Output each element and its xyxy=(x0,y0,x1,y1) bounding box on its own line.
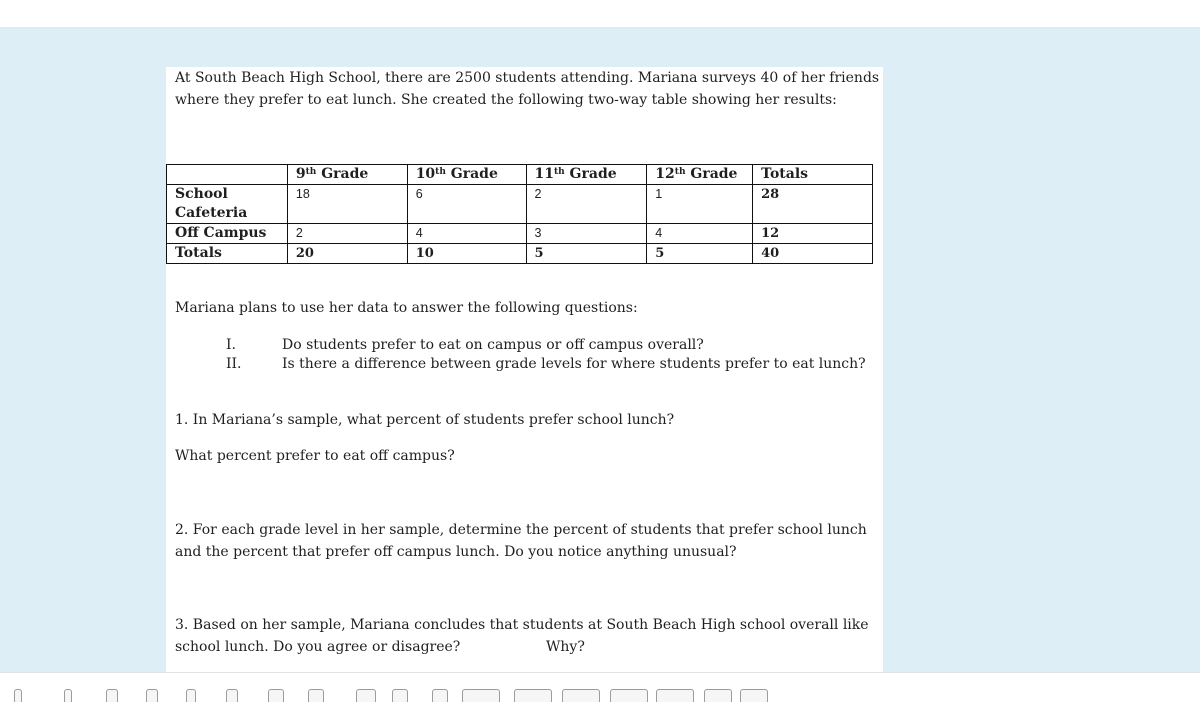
row-label-totals: Totals xyxy=(167,244,288,264)
document-page xyxy=(166,67,883,675)
toolbar-button[interactable] xyxy=(704,689,732,702)
toolbar-button[interactable] xyxy=(740,689,768,702)
question-3-line-1: 3. Based on her sample, Mariana concludes that students at South Beach High school overall like xyxy=(175,617,869,633)
toolbar-button[interactable] xyxy=(462,689,500,702)
toolbar-button[interactable] xyxy=(656,689,694,702)
table-cell-total: 40 xyxy=(753,244,873,264)
table-header-blank xyxy=(167,165,288,185)
row-label-off-campus: Off Campus xyxy=(167,224,288,244)
bottom-toolbar xyxy=(0,672,1200,701)
table-row xyxy=(167,185,873,224)
toolbar-button[interactable] xyxy=(392,689,408,702)
toolbar-button[interactable] xyxy=(64,689,72,702)
toolbar-button[interactable] xyxy=(308,689,324,702)
toolbar-button[interactable] xyxy=(514,689,552,702)
question-list xyxy=(226,336,866,374)
table-cell: 4 xyxy=(407,224,526,244)
table-cell: 1 xyxy=(647,185,753,224)
question-2-line-1: 2. For each grade level in her sample, determine the percent of students that prefer school lunch xyxy=(175,522,867,538)
table-header-12th: 12th Grade xyxy=(647,165,753,185)
question-number: II. xyxy=(226,356,242,372)
table-cell: 4 xyxy=(647,224,753,244)
list-item xyxy=(226,336,866,355)
table-cell: 2 xyxy=(526,185,647,224)
toolbar-button[interactable] xyxy=(610,689,648,702)
intro-line-2: where they prefer to eat lunch. She created the following two-way table showing her results: xyxy=(175,92,837,108)
toolbar-button[interactable] xyxy=(356,689,376,702)
table-header-9th: 9th Grade xyxy=(287,165,407,185)
question-3-line-2: school lunch. Do you agree or disagree? xyxy=(175,639,461,655)
viewer-background xyxy=(0,27,1200,672)
two-way-table xyxy=(166,164,873,264)
table-header-10th: 10th Grade xyxy=(407,165,526,185)
table-header-row xyxy=(167,165,873,185)
question-1-line-1: 1. In Mariana’s sample, what percent of students prefer school lunch? xyxy=(175,412,675,428)
question-2-line-2: and the percent that prefer off campus lunch. Do you notice anything unusual? xyxy=(175,544,737,560)
toolbar-button[interactable] xyxy=(432,689,448,702)
intro-paragraph xyxy=(175,67,879,111)
table-header-totals: Totals xyxy=(753,165,873,185)
table-cell: 10 xyxy=(407,244,526,264)
toolbar-button[interactable] xyxy=(106,689,118,702)
table-cell: 5 xyxy=(647,244,753,264)
table-cell: 6 xyxy=(407,185,526,224)
question-3-why: Why? xyxy=(546,639,585,655)
toolbar-button[interactable] xyxy=(186,689,196,702)
plan-text: Mariana plans to use her data to answer the following questions: xyxy=(175,300,638,316)
table-row xyxy=(167,224,873,244)
table-header-11th: 11th Grade xyxy=(526,165,647,185)
table-cell: 20 xyxy=(287,244,407,264)
toolbar-button[interactable] xyxy=(14,689,22,702)
toolbar-button[interactable] xyxy=(226,689,238,702)
list-item xyxy=(226,355,866,374)
toolbar-button[interactable] xyxy=(268,689,284,702)
table-cell: 3 xyxy=(526,224,647,244)
table-cell: 2 xyxy=(287,224,407,244)
table-cell-total: 12 xyxy=(753,224,873,244)
question-1-line-2: What percent prefer to eat off campus? xyxy=(175,448,455,464)
table-cell: 5 xyxy=(526,244,647,264)
row-label-school-cafeteria: School Cafeteria xyxy=(167,185,288,224)
question-text: Is there a difference between grade levels for where students prefer to eat lunch? xyxy=(282,356,866,372)
toolbar-button[interactable] xyxy=(562,689,600,702)
question-text: Do students prefer to eat on campus or off campus overall? xyxy=(282,337,704,353)
table-cell-total: 28 xyxy=(753,185,873,224)
toolbar-button[interactable] xyxy=(146,689,158,702)
intro-line-1: At South Beach High School, there are 2500 students attending. Mariana surveys 40 of her friends xyxy=(175,70,880,86)
question-number: I. xyxy=(226,337,236,353)
table-cell: 18 xyxy=(287,185,407,224)
table-row xyxy=(167,244,873,264)
